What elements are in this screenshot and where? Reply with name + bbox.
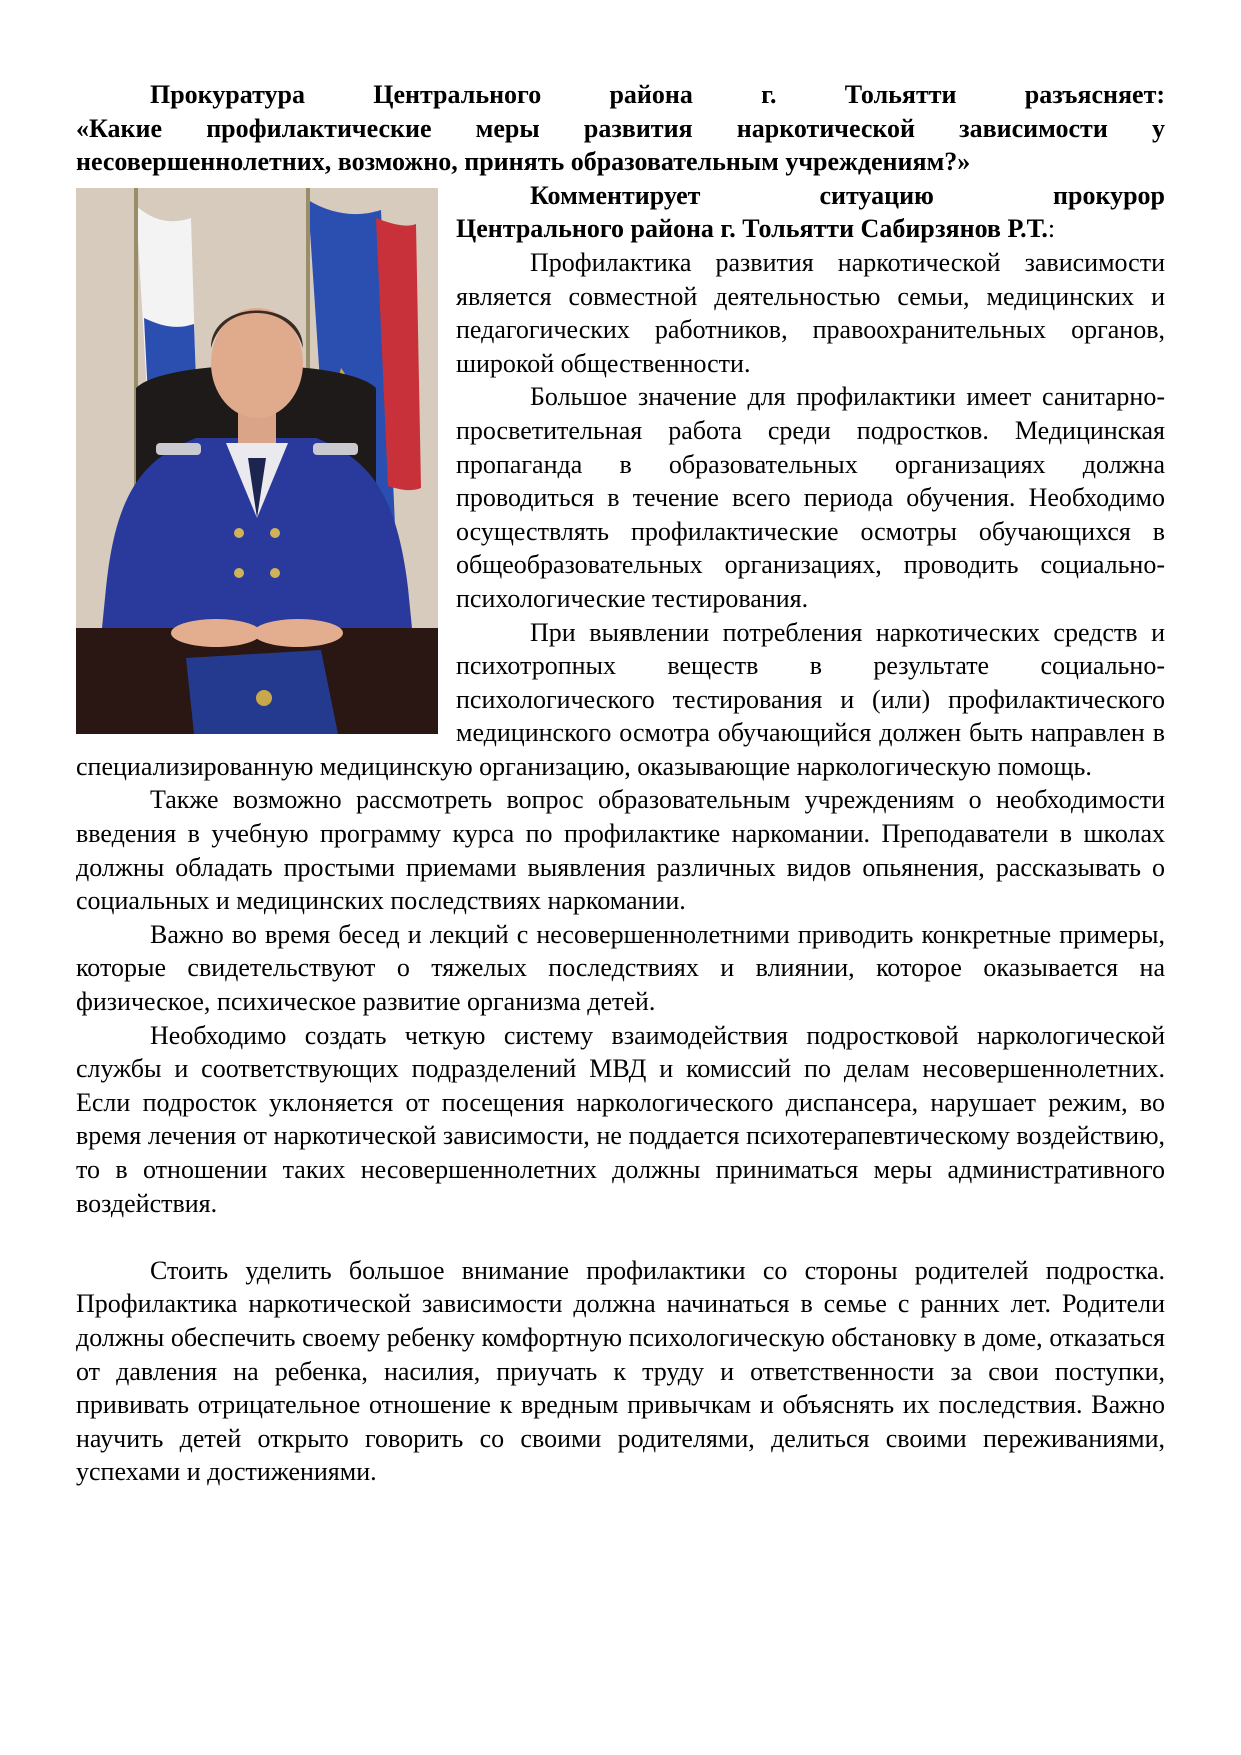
comment-heading-colon: : bbox=[1047, 214, 1056, 244]
comment-heading-line-2: Центрального района г. Тольятти Сабирзянов Р.Т. bbox=[456, 214, 1048, 244]
comment-heading-line-1: Комментирует ситуацию прокурор bbox=[530, 180, 1165, 210]
paragraph: Также возможно рассмотреть вопрос образовательным учреждениям о необходимости введения в учебную программу курса по профилактике наркомании. Преподаватели в школах должны обладать простыми приемами выявления различных видов опьянения, рассказывать о социальных и медицинских последствиях наркомании. bbox=[76, 785, 1165, 916]
prosecutor-photo bbox=[76, 188, 438, 734]
paragraph: Необходимо создать четкую систему взаимодействия подростковой наркологической службы и соответствующих подразделений МВД и комиссий по делам несовершеннолетних. Если подросток уклоняется от посещения наркологического диспансера, нарушает режим, во время лечения от наркотической зависимости, не поддается психотерапевтическому воздействию, то в отношении таких несовершеннолетних должны приниматься меры административного воздействия. bbox=[76, 1020, 1165, 1218]
paragraph: Профилактика развития наркотической зависимости является совместной деятельностью семьи, медицинских и педагогических работников, правоохранительных органов, широкой общественности. bbox=[456, 247, 1165, 378]
paragraph: Важно во время бесед и лекций с несовершеннолетними приводить конкретные примеры, которые свидетельствуют о тяжелых последствиях и влиянии, которое оказывается на физическое, психическое развитие организма детей. bbox=[76, 919, 1165, 1017]
document-page bbox=[76, 78, 1165, 1489]
paragraph: Большое значение для профилактики имеет санитарно-просветительная работа среди подростков. Медицинская пропаганда в образовательных организациях должна проводиться в течение всего периода обучения. Необходимо осуществлять профилактические осмотры обучающихся в общеобразовательных организациях, проводить социально-психологические тестирования. bbox=[456, 382, 1165, 613]
title-line-1: Прокуратура Центрального района г. Тольятти разъясняет: bbox=[150, 80, 1165, 109]
paragraph: Стоить уделить большое внимание профилактики со стороны родителей подростка. Профилактика наркотической зависимости должна начинаться в семье с ранних лет. Родители должны обеспечить своему ребенку комфортную психологическую обстановку в доме, отказаться от давления на ребенка, насилия, приучать к труду и ответственности за свои поступки, прививать отрицательное отношение к вредным привычкам и объяснять их последствия. Важно научить детей открыто говорить со своими родителями, делиться своими переживаниями, успехами и достижениями. bbox=[76, 1255, 1165, 1487]
title-line-2: «Какие профилактические меры развития наркотической зависимости у несовершеннолетних, возможно, принять образовательным учреждениям?» bbox=[76, 113, 1165, 177]
document-title bbox=[76, 78, 1165, 179]
paragraph: При выявлении потребления наркотических средств и психотропных веществ в результате социально-психологического тестирования и (или) профилактического медицинского осмотра обучающийся должен быть направлен в специализированную медицинскую организацию, оказывающие наркологическую помощь. bbox=[76, 617, 1165, 781]
blank-line bbox=[76, 1220, 1165, 1254]
